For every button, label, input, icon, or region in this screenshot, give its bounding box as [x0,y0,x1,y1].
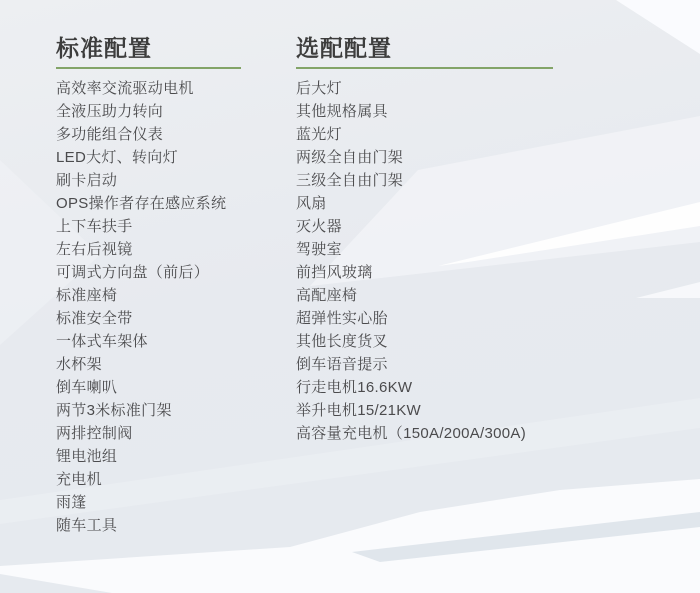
spec-item: 两排控制阀 [56,425,133,442]
optional-config-title: 选配配置 [296,35,392,61]
spec-item: 水杯架 [56,356,102,373]
spec-item: 驾驶室 [296,241,342,258]
spec-item: 其他规格属具 [296,103,388,120]
standard-config-column [56,37,241,537]
standard-config-title: 标准配置 [56,35,152,61]
spec-item: 刷卡启动 [56,172,118,189]
spec-item: 蓝光灯 [296,126,342,143]
spec-item: 后大灯 [296,80,342,97]
spec-item: 三级全自由门架 [296,172,404,189]
spec-item: 两级全自由门架 [296,149,404,166]
accent-underline-left [56,67,241,69]
spec-item: 灭火器 [296,218,342,235]
spec-item: 行走电机16.6KW [296,379,413,396]
spec-item: 多功能组合仪表 [56,126,164,143]
spec-item: 超弹性实心胎 [296,310,388,327]
spec-item: 雨篷 [56,494,87,511]
spec-item: 全液压助力转向 [56,103,164,120]
spec-item: 举升电机15/21KW [296,402,421,419]
spec-item: 其他长度货叉 [296,333,388,350]
spec-item: 两节3米标准门架 [56,402,172,419]
spec-item: 充电机 [56,471,102,488]
spec-item: 高容量充电机（150A/200A/300A) [296,425,527,442]
spec-item: 倒车语音提示 [296,356,388,373]
standard-config-list [56,77,241,537]
spec-item: 风扇 [296,195,327,212]
spec-item: 高效率交流驱动电机 [56,80,194,97]
spec-item: OPS操作者存在感应系统 [56,195,227,212]
spec-item: 锂电池组 [56,448,118,465]
spec-item: 可调式方向盘（前后） [56,264,210,281]
spec-item: 高配座椅 [296,287,358,304]
optional-config-list [296,77,553,445]
spec-item: LED大灯、转向灯 [56,149,178,166]
spec-item: 随车工具 [56,517,118,534]
accent-underline-right [296,67,553,69]
optional-config-column [296,37,553,445]
spec-item: 倒车喇叭 [56,379,118,396]
spec-item: 标准座椅 [56,287,118,304]
spec-item: 上下车扶手 [56,218,133,235]
spec-item: 前挡风玻璃 [296,264,373,281]
spec-item: 标准安全带 [56,310,133,327]
spec-item: 一体式车架体 [56,333,148,350]
spec-item: 左右后视镜 [56,241,133,258]
